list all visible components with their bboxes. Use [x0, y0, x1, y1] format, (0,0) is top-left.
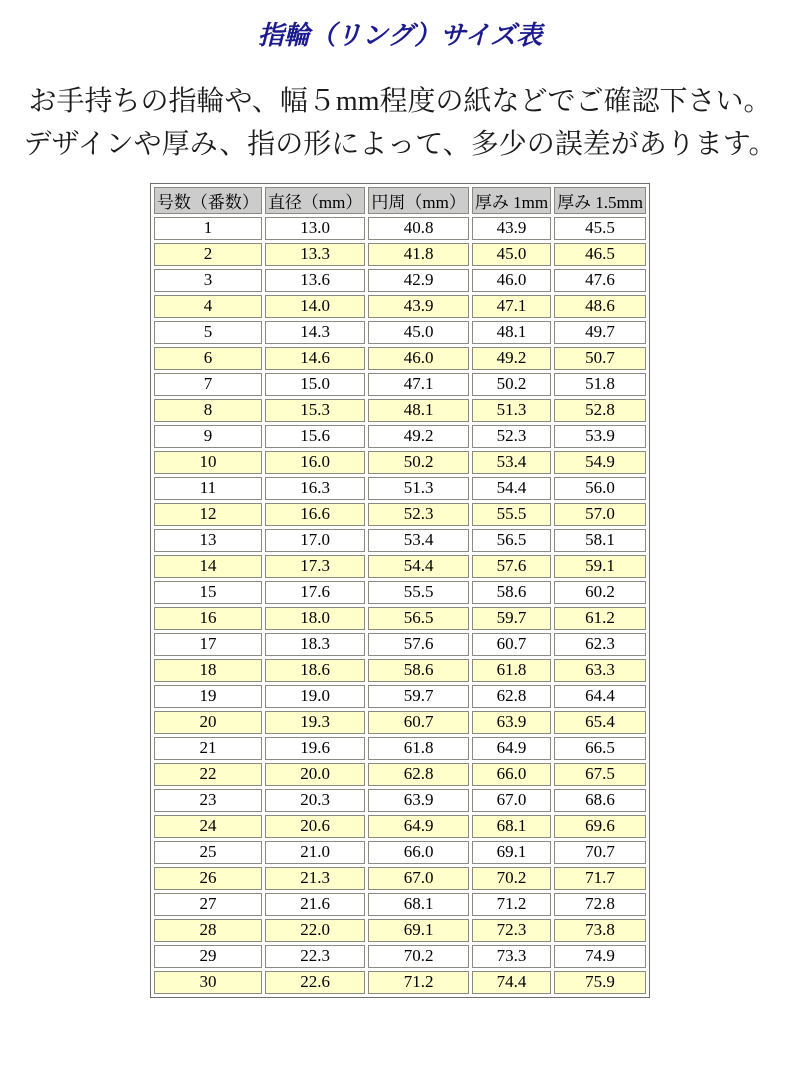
cell: 15.0: [265, 373, 365, 396]
cell: 5: [154, 321, 262, 344]
cell: 57.0: [554, 503, 646, 526]
cell: 21: [154, 737, 262, 760]
cell: 69.1: [472, 841, 551, 864]
table-row: [154, 451, 646, 474]
cell: 19.0: [265, 685, 365, 708]
cell: 16: [154, 607, 262, 630]
table-row: [154, 607, 646, 630]
cell: 49.2: [472, 347, 551, 370]
cell: 53.4: [368, 529, 468, 552]
cell: 56.5: [368, 607, 468, 630]
cell: 17: [154, 633, 262, 656]
column-header: 円周（mm）: [368, 187, 468, 214]
cell: 43.9: [472, 217, 551, 240]
table-row: [154, 399, 646, 422]
cell: 4: [154, 295, 262, 318]
cell: 58.6: [472, 581, 551, 604]
cell: 50.2: [368, 451, 468, 474]
cell: 13: [154, 529, 262, 552]
cell: 61.2: [554, 607, 646, 630]
cell: 54.4: [368, 555, 468, 578]
cell: 27: [154, 893, 262, 916]
cell: 70.7: [554, 841, 646, 864]
cell: 42.9: [368, 269, 468, 292]
table-row: [154, 529, 646, 552]
cell: 73.8: [554, 919, 646, 942]
cell: 62.3: [554, 633, 646, 656]
cell: 14: [154, 555, 262, 578]
table-row: [154, 425, 646, 448]
cell: 45.0: [472, 243, 551, 266]
cell: 16.0: [265, 451, 365, 474]
cell: 12: [154, 503, 262, 526]
cell: 6: [154, 347, 262, 370]
cell: 20.0: [265, 763, 365, 786]
table-row: [154, 373, 646, 396]
cell: 51.3: [472, 399, 551, 422]
cell: 46.5: [554, 243, 646, 266]
cell: 59.7: [368, 685, 468, 708]
cell: 51.8: [554, 373, 646, 396]
cell: 22: [154, 763, 262, 786]
cell: 46.0: [472, 269, 551, 292]
table-row: [154, 347, 646, 370]
table-row: [154, 815, 646, 838]
cell: 7: [154, 373, 262, 396]
column-header: 厚み 1mm: [472, 187, 551, 214]
cell: 18.6: [265, 659, 365, 682]
column-header: 厚み 1.5mm: [554, 187, 646, 214]
cell: 47.1: [368, 373, 468, 396]
cell: 55.5: [368, 581, 468, 604]
cell: 13.0: [265, 217, 365, 240]
cell: 20.6: [265, 815, 365, 838]
cell: 19.3: [265, 711, 365, 734]
cell: 69.6: [554, 815, 646, 838]
table-row: [154, 659, 646, 682]
cell: 66.0: [472, 763, 551, 786]
cell: 71.2: [368, 971, 468, 994]
cell: 14.3: [265, 321, 365, 344]
cell: 20: [154, 711, 262, 734]
cell: 54.9: [554, 451, 646, 474]
cell: 17.3: [265, 555, 365, 578]
cell: 29: [154, 945, 262, 968]
table-row: [154, 477, 646, 500]
page-title: 指輪（リング）サイズ表: [257, 21, 543, 50]
cell: 67.0: [368, 867, 468, 890]
table-row: [154, 971, 646, 994]
cell: 68.1: [368, 893, 468, 916]
cell: 62.8: [472, 685, 551, 708]
cell: 21.3: [265, 867, 365, 890]
cell: 64.4: [554, 685, 646, 708]
column-header: 直径（mm）: [265, 187, 365, 214]
cell: 43.9: [368, 295, 468, 318]
cell: 24: [154, 815, 262, 838]
cell: 60.7: [472, 633, 551, 656]
table-row: [154, 763, 646, 786]
cell: 60.2: [554, 581, 646, 604]
cell: 66.0: [368, 841, 468, 864]
table-row: [154, 633, 646, 656]
cell: 60.7: [368, 711, 468, 734]
cell: 55.5: [472, 503, 551, 526]
description-line-1: お手持ちの指輪や、幅５mm程度の紙などでご確認下さい。: [28, 86, 772, 117]
cell: 18.3: [265, 633, 365, 656]
cell: 51.3: [368, 477, 468, 500]
cell: 18.0: [265, 607, 365, 630]
table-row: [154, 711, 646, 734]
cell: 50.2: [472, 373, 551, 396]
cell: 48.1: [472, 321, 551, 344]
cell: 21.6: [265, 893, 365, 916]
cell: 13.6: [265, 269, 365, 292]
cell: 15.6: [265, 425, 365, 448]
cell: 8: [154, 399, 262, 422]
table-row: [154, 789, 646, 812]
cell: 68.6: [554, 789, 646, 812]
cell: 52.3: [472, 425, 551, 448]
cell: 70.2: [472, 867, 551, 890]
cell: 46.0: [368, 347, 468, 370]
table-row: [154, 867, 646, 890]
cell: 61.8: [472, 659, 551, 682]
cell: 56.0: [554, 477, 646, 500]
cell: 75.9: [554, 971, 646, 994]
cell: 64.9: [368, 815, 468, 838]
cell: 73.3: [472, 945, 551, 968]
cell: 62.8: [368, 763, 468, 786]
cell: 41.8: [368, 243, 468, 266]
cell: 25: [154, 841, 262, 864]
cell: 19: [154, 685, 262, 708]
cell: 70.2: [368, 945, 468, 968]
cell: 28: [154, 919, 262, 942]
cell: 63.9: [368, 789, 468, 812]
cell: 53.4: [472, 451, 551, 474]
cell: 45.5: [554, 217, 646, 240]
cell: 3: [154, 269, 262, 292]
cell: 72.3: [472, 919, 551, 942]
table-row: [154, 555, 646, 578]
table-row: [154, 269, 646, 292]
table-body: [154, 217, 646, 994]
cell: 53.9: [554, 425, 646, 448]
cell: 67.0: [472, 789, 551, 812]
cell: 30: [154, 971, 262, 994]
cell: 10: [154, 451, 262, 474]
cell: 57.6: [472, 555, 551, 578]
cell: 14.0: [265, 295, 365, 318]
cell: 67.5: [554, 763, 646, 786]
table-row: [154, 581, 646, 604]
cell: 47.6: [554, 269, 646, 292]
cell: 74.9: [554, 945, 646, 968]
cell: 15: [154, 581, 262, 604]
cell: 48.6: [554, 295, 646, 318]
table-row: [154, 503, 646, 526]
ring-size-table: [150, 183, 650, 998]
cell: 40.8: [368, 217, 468, 240]
cell: 14.6: [265, 347, 365, 370]
cell: 22.6: [265, 971, 365, 994]
cell: 2: [154, 243, 262, 266]
cell: 17.6: [265, 581, 365, 604]
description: [0, 80, 800, 167]
cell: 61.8: [368, 737, 468, 760]
column-header: 号数（番数）: [154, 187, 262, 214]
table-row: [154, 919, 646, 942]
cell: 52.8: [554, 399, 646, 422]
cell: 16.6: [265, 503, 365, 526]
cell: 19.6: [265, 737, 365, 760]
table-row: [154, 295, 646, 318]
cell: 57.6: [368, 633, 468, 656]
cell: 58.1: [554, 529, 646, 552]
cell: 23: [154, 789, 262, 812]
cell: 64.9: [472, 737, 551, 760]
cell: 49.2: [368, 425, 468, 448]
cell: 22.3: [265, 945, 365, 968]
cell: 45.0: [368, 321, 468, 344]
cell: 72.8: [554, 893, 646, 916]
table-row: [154, 841, 646, 864]
cell: 59.1: [554, 555, 646, 578]
description-line-2: デザインや厚み、指の形によって、多少の誤差があります。: [23, 129, 777, 161]
cell: 13.3: [265, 243, 365, 266]
table-row: [154, 685, 646, 708]
cell: 59.7: [472, 607, 551, 630]
cell: 63.3: [554, 659, 646, 682]
cell: 16.3: [265, 477, 365, 500]
cell: 71.2: [472, 893, 551, 916]
cell: 48.1: [368, 399, 468, 422]
cell: 71.7: [554, 867, 646, 890]
table-row: [154, 893, 646, 916]
cell: 74.4: [472, 971, 551, 994]
cell: 68.1: [472, 815, 551, 838]
table-header: [154, 187, 646, 214]
cell: 47.1: [472, 295, 551, 318]
cell: 9: [154, 425, 262, 448]
cell: 66.5: [554, 737, 646, 760]
cell: 21.0: [265, 841, 365, 864]
cell: 54.4: [472, 477, 551, 500]
table-row: [154, 243, 646, 266]
cell: 22.0: [265, 919, 365, 942]
table-row: [154, 945, 646, 968]
cell: 20.3: [265, 789, 365, 812]
cell: 58.6: [368, 659, 468, 682]
cell: 17.0: [265, 529, 365, 552]
cell: 50.7: [554, 347, 646, 370]
cell: 65.4: [554, 711, 646, 734]
cell: 63.9: [472, 711, 551, 734]
cell: 56.5: [472, 529, 551, 552]
header-row: [154, 187, 646, 214]
cell: 11: [154, 477, 262, 500]
cell: 52.3: [368, 503, 468, 526]
cell: 49.7: [554, 321, 646, 344]
table-row: [154, 217, 646, 240]
table-row: [154, 321, 646, 344]
cell: 69.1: [368, 919, 468, 942]
cell: 1: [154, 217, 262, 240]
cell: 15.3: [265, 399, 365, 422]
table-row: [154, 737, 646, 760]
cell: 18: [154, 659, 262, 682]
cell: 26: [154, 867, 262, 890]
